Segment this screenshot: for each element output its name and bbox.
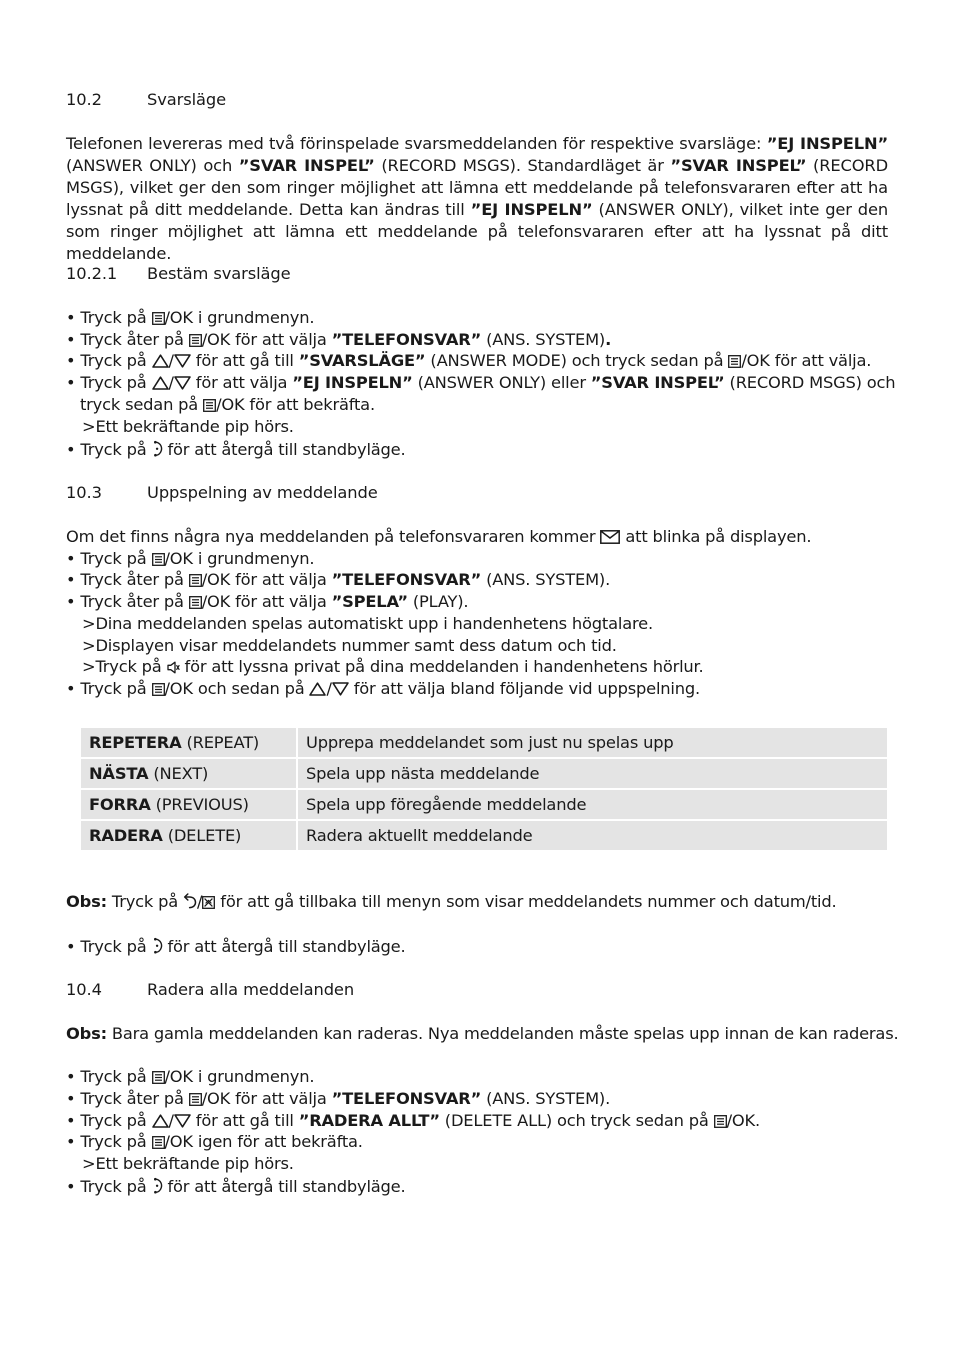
text-run: /OK för att bekräfta. [216, 395, 375, 414]
text-run: /OK för att välja [201, 592, 332, 611]
text-run: Tryck på [106, 892, 184, 911]
menu-icon [189, 1090, 202, 1112]
text-run: • Tryck på [66, 440, 152, 459]
section-number: 10.2 [66, 90, 102, 109]
section-heading-10-4 [66, 979, 354, 1001]
text-run: för att gå till [190, 1111, 299, 1130]
speaker-icon [167, 658, 180, 680]
instruction-line [66, 1176, 405, 1200]
text-run: (DELETE ALL) och tryck sedan på [439, 1111, 714, 1130]
text-run: >Displayen visar meddelandets nummer samt dess datum och tid. [82, 636, 617, 655]
emphasis-text: Obs: [66, 1024, 107, 1043]
note-line [66, 1023, 898, 1045]
text-run: (ANSWER ONLY) eller [412, 373, 591, 392]
end-icon [152, 440, 163, 463]
text-run: (ANS. SYSTEM). [481, 1089, 611, 1108]
emphasis-text: ”SVAR INSPEL” [670, 156, 807, 175]
text-run: Telefonen levereras med två förinspelade svarsmeddelanden för respektive svarsläge: [66, 134, 767, 153]
table-row [81, 790, 887, 821]
text-run: för att återgå till standbyläge. [162, 1177, 406, 1196]
menu-icon [728, 352, 741, 374]
option-description: Upprepa meddelandet som just nu spelas upp [298, 728, 887, 759]
text-run: • Tryck på [66, 679, 152, 698]
section-title: Svarsläge [147, 90, 227, 109]
text-run: att blinka på displayen. [620, 527, 812, 546]
text-run: för att lyssna privat på dina meddelanden i handenhetens hörlur. [179, 657, 704, 676]
menu-icon [203, 396, 216, 418]
section-number: 10.3 [66, 483, 102, 502]
down-icon [174, 352, 191, 374]
option-key: RADERA [89, 825, 163, 845]
section-heading-10-2 [66, 89, 226, 111]
text-run: • Tryck på [66, 1111, 152, 1130]
emphasis-text: Obs: [66, 892, 107, 911]
end-icon [152, 1177, 163, 1200]
text-run: /OK i grundmenyn. [164, 308, 315, 327]
instruction-line [66, 591, 468, 615]
text-run: / [168, 373, 174, 392]
text-run: /OK igen för att bekräfta. [164, 1132, 363, 1151]
menu-icon [152, 309, 165, 331]
instruction-line [66, 350, 871, 374]
emphasis-text: ”SPELA” [331, 592, 408, 611]
text-run: >Tryck på [82, 657, 167, 676]
text-run: • Tryck på [66, 1067, 152, 1086]
table-row [81, 759, 887, 790]
result-line [82, 1153, 294, 1175]
emphasis-text: ”TELEFONSVAR” [331, 1089, 482, 1108]
info-line [66, 526, 811, 550]
menu-icon [189, 571, 202, 593]
text-run: • Tryck på [66, 351, 152, 370]
option-description: Spela upp föregående meddelande [298, 790, 887, 821]
down-icon [174, 374, 191, 396]
section-title: Radera alla meddelanden [147, 980, 355, 999]
emphasis-text: ”SVARSLÄGE” [298, 351, 426, 370]
table-row [81, 821, 887, 852]
text-run: >Ett bekräftande pip hörs. [82, 1154, 294, 1173]
emphasis-text: ”TELEFONSVAR” [331, 330, 482, 349]
text-run: tryck sedan på [80, 395, 204, 414]
note-line [66, 891, 836, 915]
text-run: • Tryck åter på [66, 570, 189, 589]
menu-icon [714, 1112, 727, 1134]
instruction-line [66, 569, 610, 593]
menu-icon [152, 1068, 165, 1090]
text-run: • Tryck på [66, 1132, 152, 1151]
option-english: (DELETE) [162, 825, 242, 845]
intro-paragraph [66, 133, 888, 265]
text-run: • Tryck åter på [66, 1089, 189, 1108]
option-english: (REPEAT) [181, 732, 260, 752]
text-run: (PLAY). [407, 592, 469, 611]
emphasis-text: . [605, 330, 612, 349]
text-run: (ANS. SYSTEM) [481, 330, 606, 349]
up-icon [152, 374, 169, 396]
text-run: / [326, 679, 332, 698]
down-icon [332, 680, 349, 702]
text-run: /OK för att välja [201, 330, 332, 349]
instruction-line [66, 372, 895, 396]
text-run: (ANSWER ONLY) och [66, 156, 239, 175]
emphasis-text: ”EJ INSPELN” [470, 200, 593, 219]
option-english: (NEXT) [148, 763, 209, 783]
text-run: /OK i grundmenyn. [164, 1067, 315, 1086]
result-line [82, 613, 653, 635]
text-run: / [168, 351, 174, 370]
section-heading-10-2-1 [66, 263, 291, 285]
mute-icon [202, 893, 215, 915]
text-run: • Tryck på [66, 937, 152, 956]
section-heading-10-3 [66, 482, 378, 504]
text-run: • Tryck åter på [66, 592, 189, 611]
envelope-icon [600, 528, 620, 550]
option-name [81, 821, 298, 852]
emphasis-text: ”RADERA ALLT” [298, 1111, 440, 1130]
instruction-line [66, 1131, 363, 1155]
menu-icon [189, 593, 202, 615]
option-name [81, 759, 298, 790]
text-run: för att återgå till standbyläge. [162, 440, 406, 459]
result-line [82, 656, 704, 680]
menu-icon [152, 680, 165, 702]
option-name [81, 728, 298, 759]
text-run: för att gå till [190, 351, 299, 370]
instruction-line [66, 439, 405, 463]
back-icon [183, 893, 197, 915]
instruction-line [66, 1088, 610, 1112]
text-run: för att välja [190, 373, 293, 392]
section-number: 10.4 [66, 980, 102, 999]
instruction-line [66, 678, 700, 702]
result-line [82, 416, 294, 438]
text-run: /OK i grundmenyn. [164, 549, 315, 568]
emphasis-text: ”SVAR INSPEL” [590, 373, 725, 392]
text-run: /OK för att välja [201, 1089, 332, 1108]
text-run: >Ett bekräftande pip hörs. [82, 417, 294, 436]
section-title: Uppspelning av meddelande [147, 483, 378, 502]
text-run: för att välja bland följande vid uppspelning. [348, 679, 700, 698]
instruction-line [66, 936, 405, 960]
text-run: (ANSWER MODE) och tryck sedan på [425, 351, 729, 370]
text-run: för att återgå till standbyläge. [162, 937, 406, 956]
text-run: • Tryck åter på [66, 330, 189, 349]
menu-icon [152, 1133, 165, 1155]
option-description: Radera aktuellt meddelande [298, 821, 887, 852]
instruction-line [66, 307, 314, 331]
text-run: (RECORD MSGS). Standardläget är [374, 156, 671, 175]
section-title: Bestäm svarsläge [147, 264, 291, 283]
option-key: NÄSTA [89, 763, 149, 783]
up-icon [309, 680, 326, 702]
text-run: • Tryck på [66, 549, 152, 568]
option-description: Spela upp nästa meddelande [298, 759, 887, 790]
result-line [82, 635, 617, 657]
text-run: /OK för att välja. [741, 351, 872, 370]
playback-options-table [81, 728, 887, 852]
end-icon [152, 937, 163, 960]
option-key: REPETERA [89, 732, 182, 752]
text-run: för att gå tillbaka till menyn som visar meddelandets nummer och datum/tid. [215, 892, 837, 911]
option-name [81, 790, 298, 821]
text-run: Om det finns några nya meddelanden på telefonsvararen kommer [66, 527, 601, 546]
option-key: FORRA [89, 794, 151, 814]
instruction-line [66, 1066, 314, 1090]
table-row [81, 728, 887, 759]
text-run: (RECORD MSGS) och [724, 373, 896, 392]
text-run: (ANS. SYSTEM). [481, 570, 611, 589]
text-run: (ANSWER ONLY), vilket inte ger den som ringer möjlighet att lämna ett meddelande på telefonsvararen efter att ha lyssnat på ditt meddelande. [66, 200, 888, 263]
text-run: • Tryck på [66, 373, 152, 392]
option-english: (PREVIOUS) [150, 794, 249, 814]
text-run: / [197, 892, 203, 911]
text-run: / [168, 1111, 174, 1130]
text-run: >Dina meddelanden spelas automatiskt upp i handenhetens högtalare. [82, 614, 653, 633]
text-run: /OK. [726, 1111, 760, 1130]
text-run: Bara gamla meddelanden kan raderas. Nya meddelanden måste spelas upp innan de kan raderas. [106, 1024, 899, 1043]
text-run: (RECORD MSGS), vilket ger den som ringer möjlighet att lämna ett meddelande på telefonsvararen efter att ha lyssnat på ditt meddelande. Detta kan ändras till [66, 156, 888, 219]
emphasis-text: ”EJ INSPELN” [292, 373, 413, 392]
emphasis-text: ”EJ INSPELN” [766, 134, 889, 153]
instruction-line [80, 394, 375, 418]
text-run: • Tryck på [66, 308, 152, 327]
up-icon [152, 352, 169, 374]
emphasis-text: ”TELEFONSVAR” [331, 570, 482, 589]
text-run: • Tryck på [66, 1177, 152, 1196]
text-run: /OK och sedan på [164, 679, 310, 698]
emphasis-text: ”SVAR INSPEL” [238, 156, 375, 175]
section-number: 10.2.1 [66, 264, 118, 283]
text-run: /OK för att välja [201, 570, 332, 589]
